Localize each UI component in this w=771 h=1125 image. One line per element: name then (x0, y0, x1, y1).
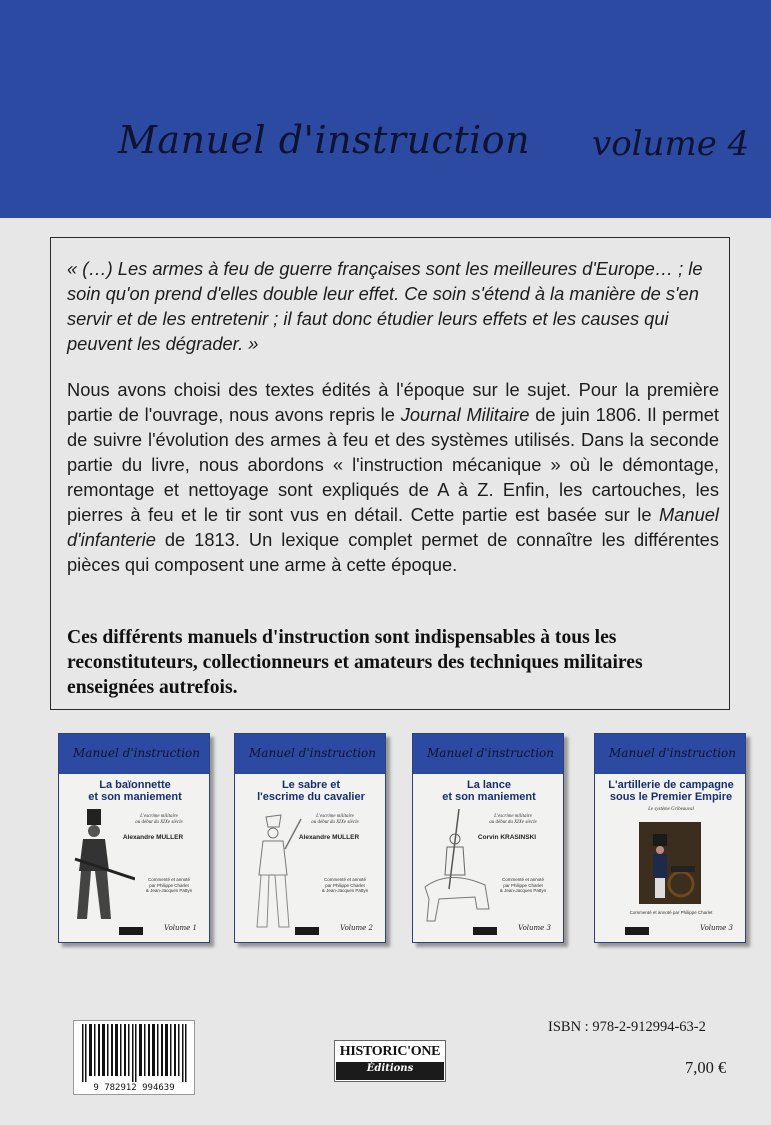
cover-volume: Volume 2 (340, 924, 373, 932)
cover-volume: Volume 1 (164, 924, 197, 932)
emphasis-paragraph: Ces différents manuels d'instruction sont indispensables à tous les reconstituteurs, collectionneurs et amateurs des techniques militaires enseignées autrefois. (67, 627, 643, 698)
cover-series-title: Manuel d'instruction (249, 746, 376, 760)
publisher-logo-small (119, 927, 143, 935)
book-cover-volume-4 (594, 733, 746, 943)
description-part-2: de juin 1806. Il permet de suivre l'évolution des armes à feu et des systèmes utilisés. Dans la seconde partie du livre, nous abordons « l'instruction mécanique » où le démontage, remontage et nettoyage sont expliqués de A à Z. Enfin, les cartouches, les pierres à feu et le tir sont vus en détail. Cette partie est basée sur le (67, 404, 719, 525)
description-part-3: de 1813. Un lexique complet permet de connaître les différentes pièces qui composent une arme à cette époque. (67, 529, 719, 575)
book-cover-volume-2 (234, 733, 386, 943)
lancer-on-horse-sketch (419, 809, 499, 934)
cover-credits: Commenté et annoté par Philippe Charlet & Jean-Jacques Pattyn (145, 877, 193, 893)
cover-credits: Commenté et annoté par Philippe Charlet & Jean-Jacques Pattyn (321, 877, 369, 893)
book-cover-volume-3 (412, 733, 564, 943)
publisher-logo-small (473, 927, 497, 935)
quote-paragraph: « (…) Les armes à feu de guerre françaises sont les meilleures d'Europe… ; le soin qu'on prend d'elles double leur effet. Ce soin s'étend à la manière de s'en servir et de les entretenir ; il faut donc étudier leurs effets et les causes qui peuvent les dégrader. » (67, 258, 703, 354)
cover-author: Alexandre MULLER (122, 834, 184, 841)
artillery-soldier-illustration (639, 822, 701, 904)
cover-author: Alexandre MULLER (298, 834, 360, 841)
volume-label: volume 4 (592, 124, 750, 164)
soldier-with-bayonet-illustration (65, 809, 135, 929)
series-title: Manuel d'instruction (118, 118, 531, 162)
cover-series-title: Manuel d'instruction (427, 746, 554, 760)
cover-title: Le sabre et l'escrime du cavalier (257, 779, 365, 803)
publisher-logo-small (295, 927, 319, 935)
cover-volume: Volume 3 (518, 924, 551, 932)
cover-title: L'artillerie de campagne sous le Premier Empire (608, 779, 734, 803)
isbn: ISBN : 978-2-912994-63-2 (548, 1019, 706, 1035)
cover-volume: Volume 3 (700, 924, 733, 932)
price: 7,00 € (685, 1058, 727, 1077)
journal-militaire-title: Journal Militaire (400, 404, 530, 425)
description-paragraph (67, 377, 719, 577)
manuel-infanterie-title: Manuel d'infanterie (67, 504, 719, 550)
description-part-1: Nous avons choisi des textes édités à l'époque sur le sujet. Pour la première partie de l'ouvrage, nous avons repris le (67, 379, 719, 425)
cover-series-title: Manuel d'instruction (609, 746, 736, 760)
publisher-logo (334, 1040, 446, 1082)
book-cover-volume-1 (58, 733, 210, 943)
publisher-logo-small (625, 927, 649, 935)
publisher-editions: Éditions (366, 1063, 414, 1074)
cover-series-title: Manuel d'instruction (73, 746, 200, 760)
cover-title: La baïonnette et son maniement (88, 779, 182, 803)
cover-subtitle: L'escrime militaire au début du XIXe siècle (311, 814, 359, 825)
barcode-digits: 9 782912 994639 (93, 1083, 175, 1093)
publisher-name: HISTORIC'ONE (339, 1044, 441, 1059)
barcode (73, 1020, 195, 1095)
cover-subtitle: Le système Gribeauval (648, 807, 694, 812)
cover-credits: Commenté et annoté par Philippe Charlet (629, 910, 713, 915)
cover-author: Corvin KRASINSKI (477, 834, 537, 841)
barcode-bars (80, 1024, 188, 1082)
cover-title: La lance et son maniement (442, 779, 536, 803)
cover-credits: Commenté et annoté par Philippe Charlet & Jean-Jacques Pattyn (499, 877, 547, 893)
cover-subtitle: L'escrime militaire au début du XIXe siècle (135, 814, 183, 825)
cover-subtitle: L'escrime militaire au début du XIXe siècle (489, 814, 537, 825)
cavalry-soldier-sketch (241, 809, 311, 934)
header-band (0, 0, 771, 218)
